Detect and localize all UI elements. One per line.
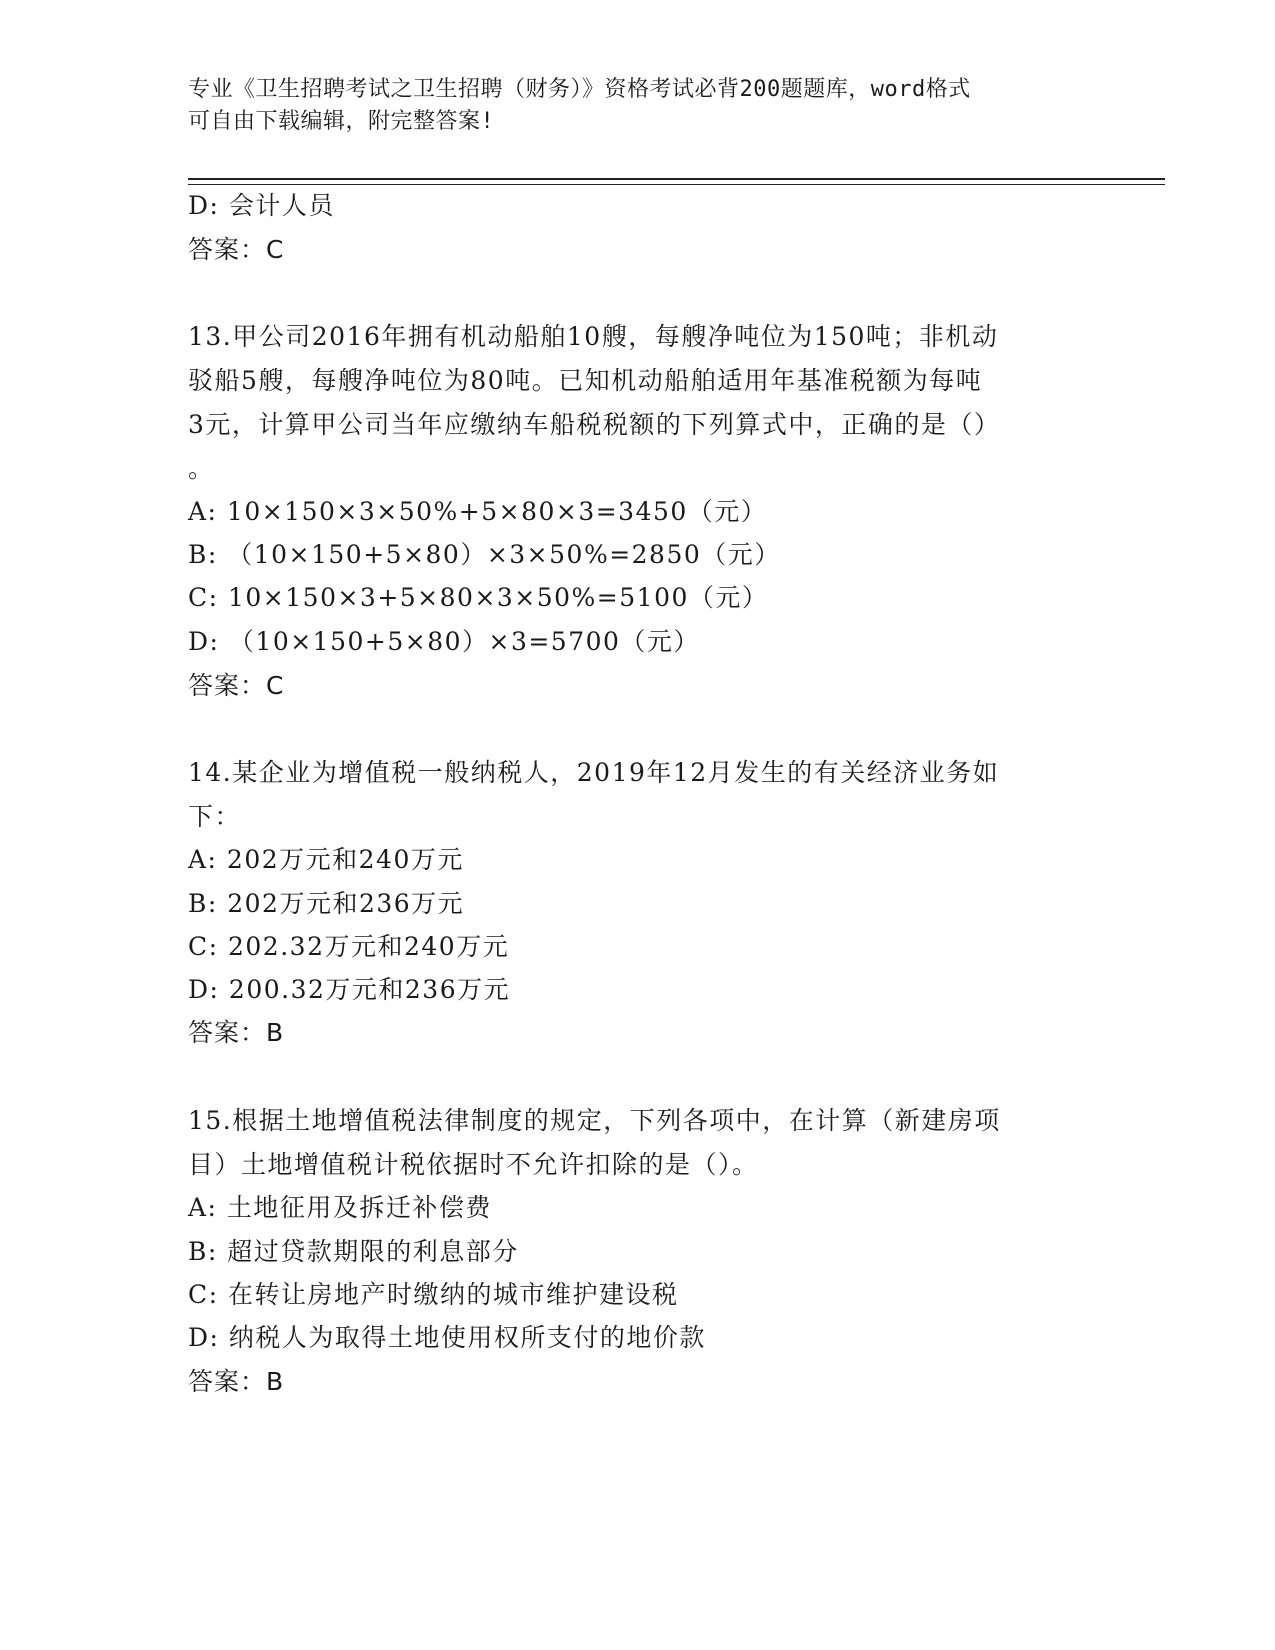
question-14-answer: 答案：B <box>188 1018 285 1047</box>
question-14-line-1: 14.某企业为增值税一般纳税人，2019年12月发生的有关经济业务如 <box>188 758 1000 787</box>
question-13-line-1: 13.甲公司2016年拥有机动船舶10艘，每艘净吨位为150吨；非机动 <box>188 322 999 351</box>
question-15-answer: 答案：B <box>188 1367 285 1396</box>
prev-option-d: D: 会计人员 <box>188 191 335 220</box>
question-13-line-2: 驳船5艘，每艘净吨位为80吨。已知机动船舶适用年基准税额为每吨 <box>188 366 983 395</box>
question-13-option-d: D: （10×150+5×80）×3=5700（元） <box>188 627 700 656</box>
question-13-answer: 答案：C <box>188 671 285 700</box>
question-14-option-c: C: 202.32万元和240万元 <box>188 932 510 961</box>
question-15-line-2: 目）土地增值税计税依据时不允许扣除的是（）。 <box>188 1150 759 1179</box>
header-rule-thick <box>188 178 1165 180</box>
question-15-option-b: B: 超过贷款期限的利息部分 <box>188 1237 519 1266</box>
question-14-option-d: D: 200.32万元和236万元 <box>188 975 511 1004</box>
header-line-1: 专业《卫生招聘考试之卫生招聘（财务）》资格考试必背200题题库，word格式 <box>188 77 971 102</box>
question-15-line-1: 15.根据土地增值税法律制度的规定，下列各项中，在计算（新建房项 <box>188 1106 1001 1135</box>
header-rule-thin <box>188 184 1165 185</box>
question-13-line-4: 。 <box>188 454 215 483</box>
question-15-option-d: D: 纳税人为取得土地使用权所支付的地价款 <box>188 1323 706 1352</box>
question-15-option-c: C: 在转让房地产时缴纳的城市维护建设税 <box>188 1280 679 1309</box>
question-14-line-2: 下： <box>188 802 242 831</box>
question-14-option-b: B: 202万元和236万元 <box>188 889 465 918</box>
question-13-option-b: B: （10×150+5×80）×3×50%=2850（元） <box>188 540 781 569</box>
document-header <box>188 74 1088 138</box>
question-14-option-a: A: 202万元和240万元 <box>188 845 464 874</box>
question-13-option-a: A: 10×150×3×50%+5×80×3=3450（元） <box>188 497 768 526</box>
question-13-option-c: C: 10×150×3+5×80×3×50%=5100（元） <box>188 583 769 612</box>
question-15-option-a: A: 土地征用及拆迁补偿费 <box>188 1193 492 1222</box>
prev-answer: 答案：C <box>188 235 285 264</box>
header-line-2: 可自由下载编辑，附完整答案! <box>188 109 495 134</box>
question-13-line-3: 3元，计算甲公司当年应缴纳车船税税额的下列算式中，正确的是（） <box>188 410 1001 439</box>
